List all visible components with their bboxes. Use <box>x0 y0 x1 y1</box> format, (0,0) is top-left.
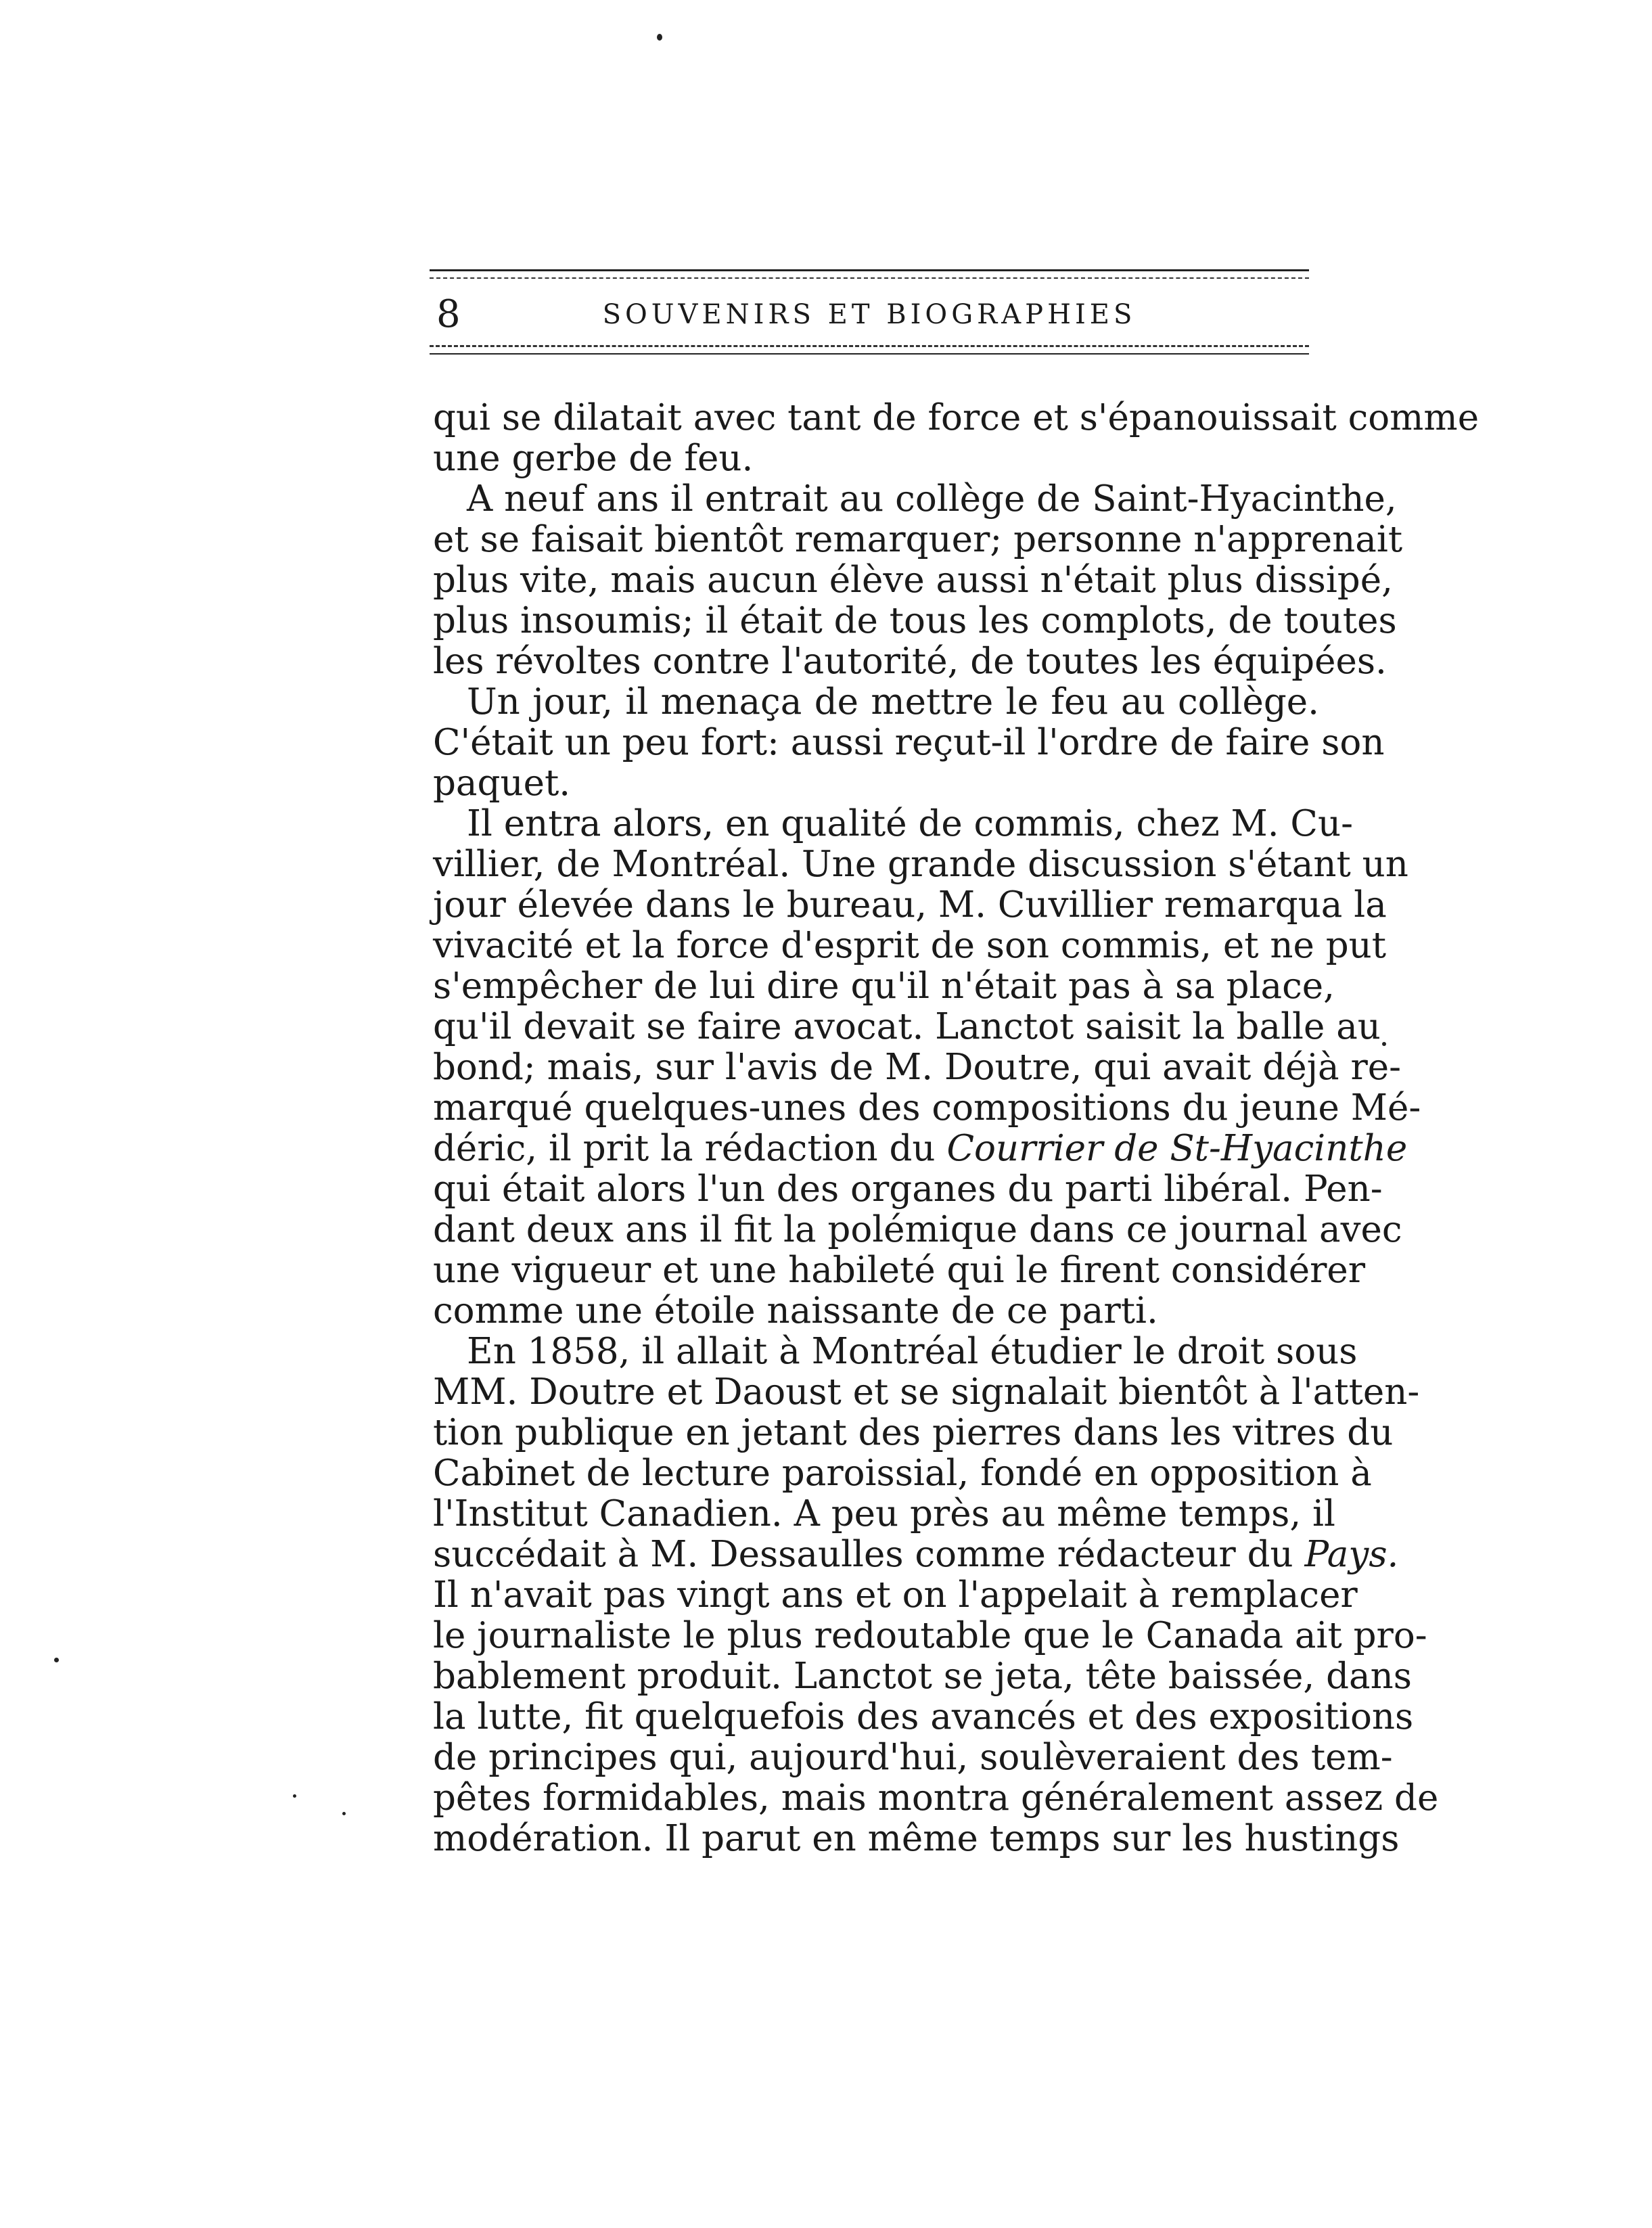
text-line: de principes qui, aujourd'hui, soulèveraient des tem- <box>433 1737 1393 1778</box>
text-line: l'Institut Canadien. A peu près au même temps, il <box>433 1493 1335 1534</box>
text-line: Il entra alors, en qualité de commis, chez M. Cu- <box>467 803 1354 844</box>
newspaper-title: Pays. <box>1304 1534 1399 1575</box>
text-line: bond; mais, sur l'avis de M. Doutre, qui avait déjà re- <box>433 1047 1402 1088</box>
paragraph <box>433 803 1421 1332</box>
text-line: comme une étoile naissante de ce parti. <box>433 1290 1158 1332</box>
text-line: A neuf ans il entrait au collège de Saint-Hyacinthe, <box>467 478 1397 520</box>
text-line: dant deux ans il fit la polémique dans ce journal avec <box>433 1209 1402 1250</box>
scan-speck <box>342 1812 346 1815</box>
header-rule-top <box>430 269 1309 271</box>
text-line: paquet. <box>433 763 571 804</box>
scan-speck <box>293 1794 296 1798</box>
text-line: MM. Doutre et Daoust et se signalait bientôt à l'atten- <box>433 1371 1420 1413</box>
text-line: le journaliste le plus redoutable que le Canada ait pro- <box>433 1615 1427 1656</box>
text-line: une vigueur et une habileté qui le firent considérer <box>433 1250 1366 1291</box>
text-line: qu'il devait se faire avocat. Lanctot saisit la balle au <box>433 1006 1381 1047</box>
text-line: plus insoumis; il était de tous les complots, de toutes <box>433 600 1397 641</box>
paragraph <box>433 478 1403 682</box>
text-line: et se faisait bientôt remarquer; personne n'apprenait <box>433 519 1403 560</box>
text-fragment: déric, il prit la rédaction du <box>433 1128 936 1169</box>
scan-speck <box>657 34 662 41</box>
text-line: une gerbe de feu. <box>433 438 754 479</box>
text-line: Il n'avait pas vingt ans et on l'appelait à remplacer <box>433 1574 1358 1616</box>
text-line: Cabinet de lecture paroissial, fondé en opposition à <box>433 1453 1372 1494</box>
scan-speck <box>54 1658 59 1662</box>
body-text <box>433 397 1479 1859</box>
header-rule-bottom <box>430 345 1309 347</box>
text-line: qui était alors l'un des organes du parti libéral. Pen- <box>433 1168 1383 1210</box>
text-line: villier, de Montréal. Une grande discussion s'étant un <box>433 844 1408 885</box>
text-line: marqué quelques-unes des compositions du jeune Mé- <box>433 1087 1421 1129</box>
text-line: les révoltes contre l'autorité, de toutes les équipées. <box>433 641 1387 682</box>
text-line: modération. Il parut en même temps sur les hustings <box>433 1818 1400 1859</box>
text-line-with-title <box>433 1534 1399 1575</box>
page-number: 8 <box>436 292 461 336</box>
text-line: jour élevée dans le bureau, M. Cuvillier remarqua la <box>433 884 1387 926</box>
running-title: SOUVENIRS ET BIOGRAPHIES <box>602 299 1137 330</box>
text-line: Un jour, il menaça de mettre le feu au collège. <box>467 681 1319 723</box>
text-line: plus vite, mais aucun élève aussi n'était plus dissipé, <box>433 560 1393 601</box>
text-line: C'était un peu fort: aussi reçut-il l'ordre de faire son <box>433 722 1385 763</box>
header-rule-bottom-thin <box>430 353 1309 355</box>
text-line: s'empêcher de lui dire qu'il n'était pas à sa place, <box>433 965 1335 1007</box>
paragraph <box>433 397 1479 479</box>
paragraph <box>433 1331 1439 1859</box>
text-fragment: succédait à M. Dessaulles comme rédacteur du <box>433 1534 1293 1575</box>
paragraph <box>433 681 1385 804</box>
scan-speck <box>1382 1042 1386 1046</box>
text-line: En 1858, il allait à Montréal étudier le droit sous <box>467 1331 1358 1372</box>
text-line: pêtes formidables, mais montra généralement assez de <box>433 1777 1439 1819</box>
header-rule-top-thin <box>430 277 1309 279</box>
text-line: bablement produit. Lanctot se jeta, tête baissée, dans <box>433 1656 1412 1697</box>
text-line-with-title <box>433 1128 1408 1169</box>
text-line: vivacité et la force d'esprit de son commis, et ne put <box>433 925 1387 966</box>
page-header <box>430 291 1309 338</box>
text-line: tion publique en jetant des pierres dans les vitres du <box>433 1412 1394 1453</box>
text-line: la lutte, fit quelquefois des avancés et des expositions <box>433 1696 1414 1737</box>
text-line: qui se dilatait avec tant de force et s'épanouissait comme <box>433 397 1479 438</box>
newspaper-title: Courrier de St-Hyacinthe <box>946 1128 1408 1169</box>
